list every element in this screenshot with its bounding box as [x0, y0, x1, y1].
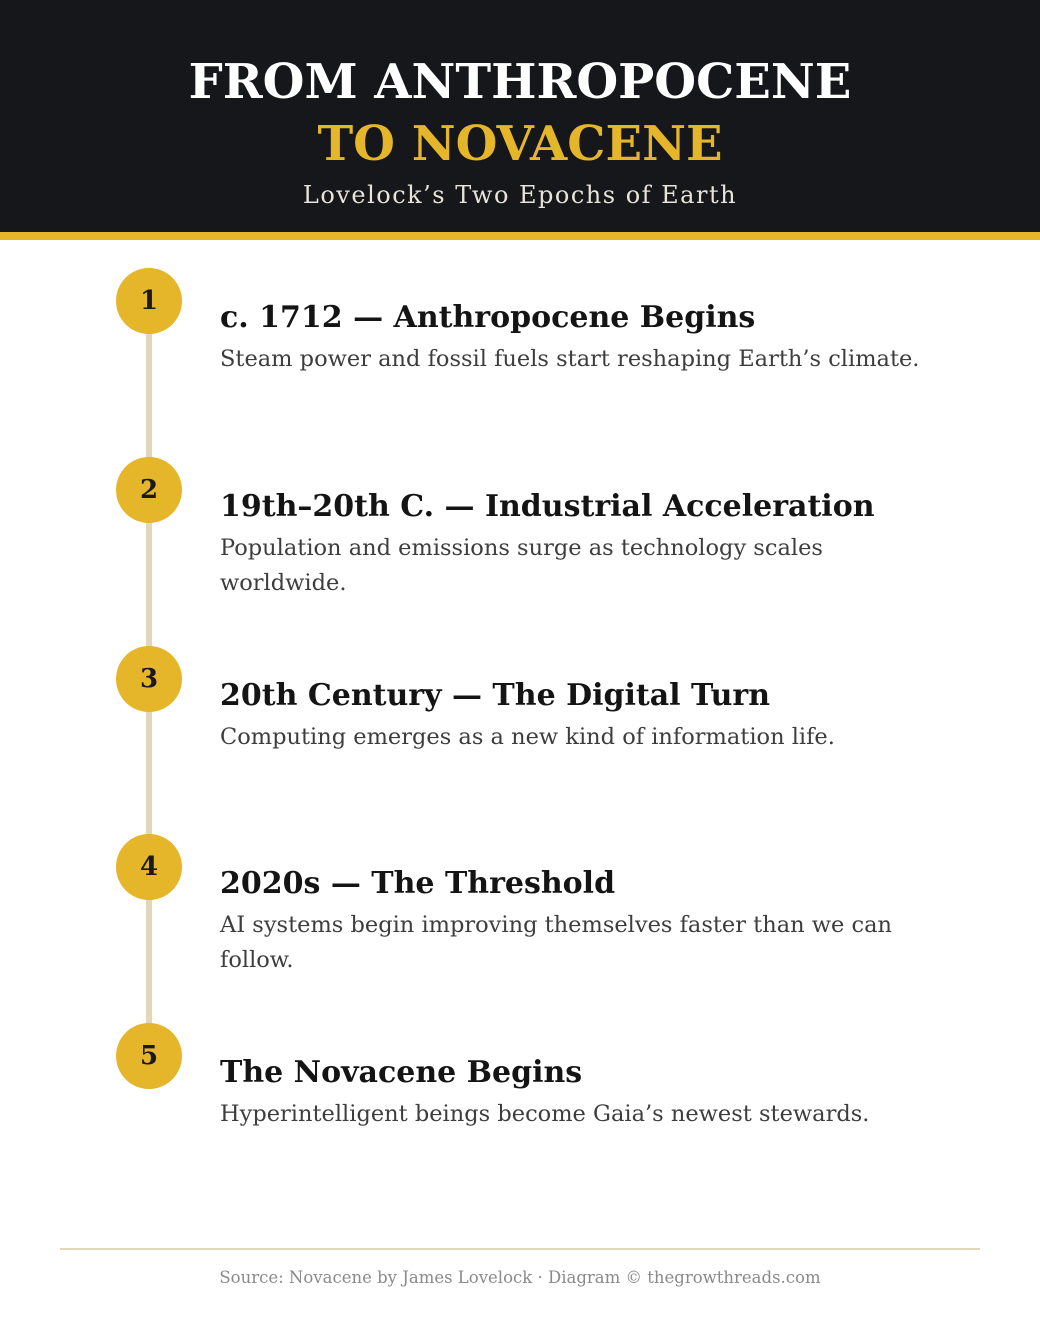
step-number-badge: 4	[116, 834, 182, 900]
step-title: 2020s — The Threshold	[220, 866, 616, 901]
timeline-step	[0, 1023, 1040, 1173]
step-description: AI systems begin improving themselves faster than we can follow.	[220, 912, 892, 973]
footer-source-credit: Source: Novacene by James Lovelock · Diagram © thegrowthreads.com	[219, 1268, 821, 1287]
step-title: 20th Century — The Digital Turn	[220, 678, 771, 713]
step-title: c. 1712 — Anthropocene Begins	[220, 300, 756, 335]
step-description: Computing emerges as a new kind of information life.	[220, 724, 835, 750]
step-number-badge: 5	[116, 1023, 182, 1089]
step-description: Population and emissions surge as technology scales worldwide.	[220, 535, 823, 596]
timeline-step	[0, 646, 1040, 796]
timeline-step	[0, 457, 1040, 607]
step-title: 19th–20th C. — Industrial Acceleration	[220, 489, 875, 524]
step-number-badge: 2	[116, 457, 182, 523]
page-title: FROM ANTHROPOCENE	[188, 54, 852, 110]
step-number-badge: 1	[116, 268, 182, 334]
step-description: Steam power and fossil fuels start reshaping Earth’s climate.	[220, 346, 920, 372]
header-banner	[0, 0, 1040, 240]
step-description: Hyperintelligent beings become Gaia’s newest stewards.	[220, 1101, 870, 1127]
timeline-step	[0, 834, 1040, 984]
footer-divider	[60, 1248, 980, 1250]
page-title-accent: TO NOVACENE	[317, 116, 723, 172]
timeline-step	[0, 268, 1040, 418]
step-number-badge: 3	[116, 646, 182, 712]
page-subtitle: Lovelock’s Two Epochs of Earth	[302, 181, 738, 209]
step-title: The Novacene Begins	[220, 1055, 583, 1090]
